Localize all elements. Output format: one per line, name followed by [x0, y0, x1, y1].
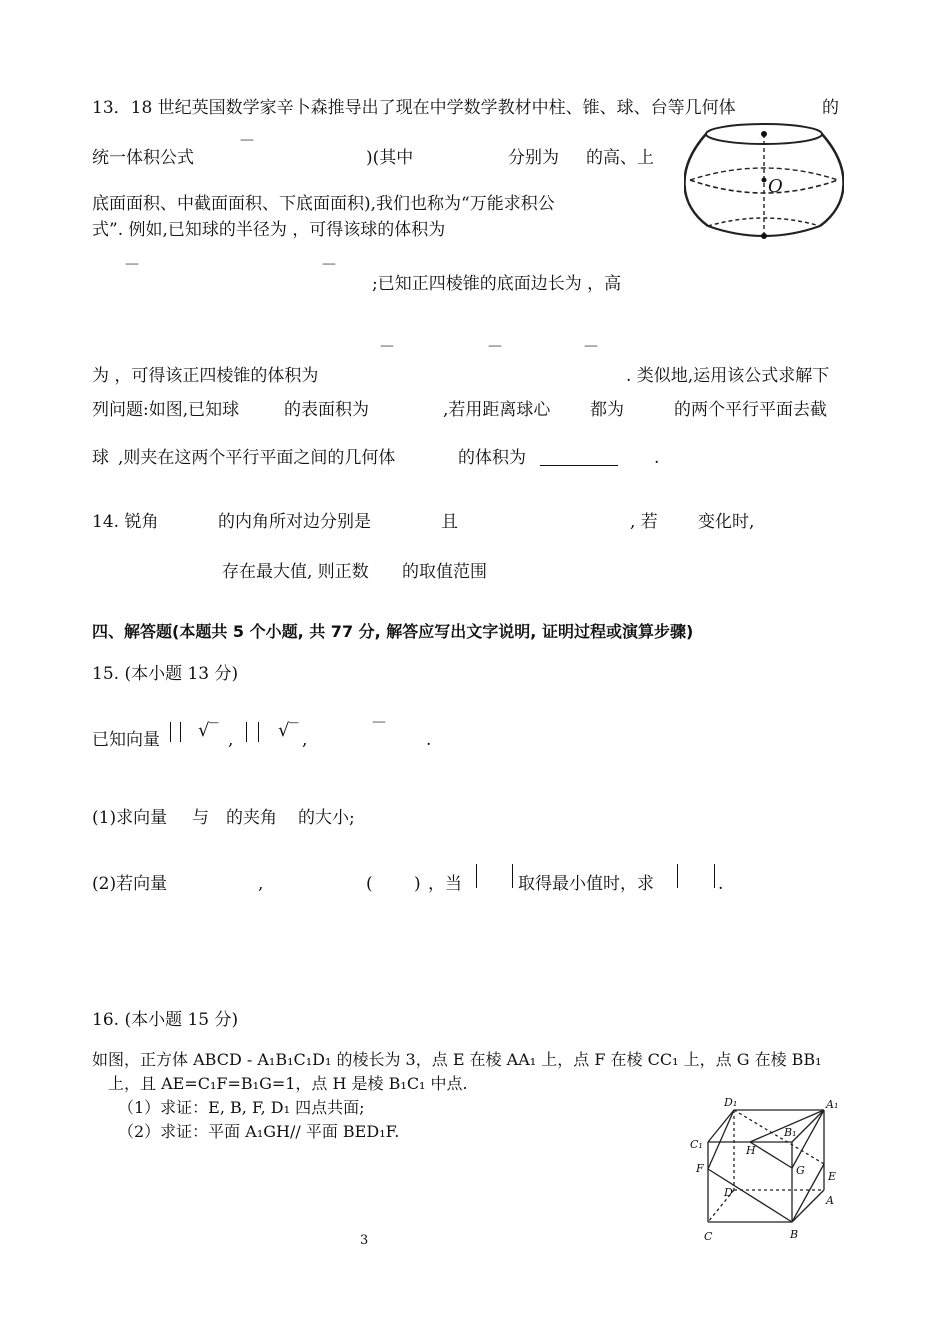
q13-line3: 底面面积、中截面面积、下底面面积),我们也称为“万能求积公: [92, 194, 555, 214]
q13-line4: 式”. 例如,已知球的半径为 ，可得该球的体积为: [92, 220, 446, 240]
cube-label-h: H: [746, 1144, 756, 1157]
q13-line7a: 列问题:如图,已知球: [92, 400, 240, 420]
q13-line8d: .: [654, 448, 660, 468]
cube-label-e: E: [828, 1170, 837, 1183]
cube-label-a: A: [826, 1194, 834, 1207]
cube-label-g: G: [796, 1164, 805, 1177]
q13-line6a: 为 ，可得该正四棱锥的体积为: [92, 366, 319, 386]
comma: ,: [228, 730, 234, 750]
q13-line6b: . 类似地,运用该公式求解下: [626, 366, 830, 386]
section-heading: 四、解答题(本题共 5 个小题, 共 77 分, 解答应写出文字说明, 证明过程或演算步骤): [92, 622, 694, 641]
answer-blank[interactable]: [540, 449, 618, 466]
q13-line8a: 球: [92, 448, 109, 468]
q13-line8c: 的体积为: [458, 448, 526, 468]
cube-figure: [688, 1092, 848, 1248]
sphere-figure: [684, 118, 844, 248]
sqrt-symbol: √‾: [278, 720, 299, 741]
q14-line1d: , 若: [630, 512, 658, 532]
formula-dash: —: [372, 714, 386, 730]
q13-line7b: 的表面积为: [284, 400, 369, 420]
formula-dash: —: [584, 338, 598, 354]
q13-line5: ;已知正四棱锥的底面边长为 ，高: [372, 274, 622, 294]
abs-bar: [246, 722, 247, 742]
q13-line7d: 都为: [590, 400, 624, 420]
formula-dash: —: [125, 256, 139, 272]
q14-line2: 存在最大值, 则正数: [222, 562, 369, 582]
q15-given: 已知向量: [92, 730, 160, 750]
formula-dash: —: [322, 256, 336, 272]
q16-part1: （1）求证：E, B, F, D₁ 四点共面;: [118, 1098, 365, 1117]
abs-bar: [180, 722, 181, 742]
sqrt-symbol: √‾: [198, 720, 219, 741]
q13-line8b: ,则夹在这两个平行平面之间的几何体: [118, 448, 396, 468]
comma: ,: [302, 730, 308, 750]
cube-label-a1: A₁: [826, 1098, 839, 1111]
q13-line2b: )(其中: [366, 148, 414, 168]
abs-bar: [476, 864, 477, 888]
q14-line1a: 14. 锐角: [92, 512, 159, 532]
cube-label-d: D: [724, 1186, 733, 1199]
abs-bar: [714, 864, 715, 888]
q15-sub1b: 与: [192, 808, 209, 828]
cube-label-b1: B₁: [784, 1126, 797, 1139]
q16-heading: 16. (本小题 15 分): [92, 1010, 239, 1030]
q13-line7e: 的两个平行平面去截: [674, 400, 827, 420]
q15-sub2a: (2)若向量: [92, 874, 168, 894]
q13-line7c: ,若用距离球心: [443, 400, 551, 420]
q15-sub2f: 取得最小值时，求: [518, 874, 654, 894]
formula-dash: —: [380, 338, 394, 354]
q15-sub2c: (: [366, 874, 373, 894]
q14-line2b: 的取值范围: [402, 562, 487, 582]
q14-line1e: 变化时,: [698, 512, 755, 532]
q13-line1: 13．18 世纪英国数学家辛卜森推导出了现在中学数学教材中柱、锥、球、台等几何体: [92, 98, 736, 118]
formula-dash: —: [240, 132, 254, 148]
q15-heading: 15. (本小题 13 分): [92, 664, 239, 684]
center-label-o: O: [768, 176, 783, 197]
page-number: 3: [360, 1233, 369, 1248]
q15-sub1d: 的大小;: [298, 808, 355, 828]
q13-line1b: 的: [822, 98, 839, 118]
q15-sub2d: ): [414, 874, 421, 894]
q16-line2: 上，且 AE=C₁F=B₁G=1，点 H 是棱 B₁C₁ 中点.: [108, 1074, 468, 1093]
cube-label-b: B: [790, 1228, 799, 1241]
abs-bar: [677, 864, 678, 888]
q16-part2: （2）求证：平面 A₁GH// 平面 BED₁F.: [118, 1122, 400, 1141]
abs-bar: [258, 722, 259, 742]
q16-line1: 如图，正方体 ABCD - A₁B₁C₁D₁ 的棱长为 3，点 E 在棱 AA₁ 上，点 F 在棱 CC₁ 上，点 G 在棱 BB₁: [92, 1050, 822, 1069]
q14-line1b: 的内角所对边分别是: [218, 512, 371, 532]
q15-sub2b: ,: [258, 874, 264, 894]
q15-sub2g: .: [718, 874, 724, 894]
cube-label-c1: C₁: [690, 1138, 703, 1151]
cube-label-c: C: [704, 1230, 713, 1243]
abs-bar: [170, 722, 171, 742]
q15-sub1a: (1)求向量: [92, 808, 168, 828]
period: .: [426, 730, 432, 750]
q13-line2d: 的高、上: [586, 148, 654, 168]
q13-line2c: 分别为: [508, 148, 559, 168]
abs-bar: [512, 864, 513, 888]
cube-label-d1: D₁: [724, 1096, 738, 1109]
q15-sub1c: 的夹角: [226, 808, 277, 828]
q14-line1c: 且: [441, 512, 458, 532]
formula-dash: —: [488, 338, 502, 354]
q13-line2a: 统一体积公式: [92, 148, 194, 168]
q15-sub2e: ，当: [428, 874, 462, 894]
cube-label-f: F: [696, 1162, 704, 1175]
